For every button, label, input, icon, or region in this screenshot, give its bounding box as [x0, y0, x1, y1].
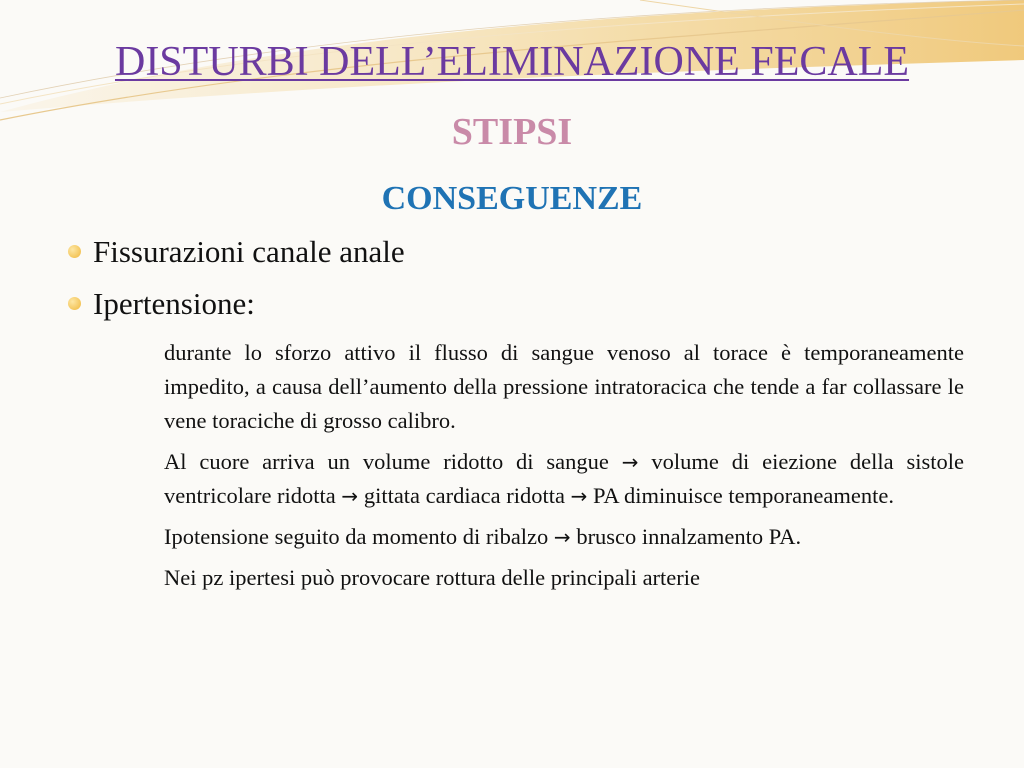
right-arrow-icon: →	[341, 484, 359, 508]
paragraph-venous-flow	[164, 336, 964, 438]
paragraph-text: PA diminuisce temporaneamente.	[587, 483, 894, 508]
bullet-dot-icon	[68, 297, 81, 310]
slide-title: DISTURBI DELL’ELIMINAZIONE FECALE	[114, 39, 910, 85]
bullet-text: Ipertensione:	[93, 286, 255, 321]
paragraph-text: brusco innalzamento PA.	[570, 524, 802, 549]
right-arrow-icon: →	[621, 450, 639, 474]
bullet-dot-icon	[68, 245, 81, 258]
section-heading: CONSEGUENZE	[381, 180, 643, 217]
paragraph-text: Al cuore arriva un volume ridotto di sangue	[164, 449, 622, 474]
paragraph-cardiac-output	[164, 445, 964, 513]
bullet-list	[64, 230, 984, 334]
paragraph-text: Nei pz ipertesi può provocare rottura delle principali arterie	[164, 565, 701, 590]
bullet-item-ipertensione	[64, 282, 984, 326]
right-arrow-icon: →	[570, 484, 588, 508]
paragraph-text: durante lo sforzo attivo il flusso di sangue venoso al torace è temporaneamente impedito, a causa dell’aumento della pressione intratoracica che tende a far collassare le vene toraciche di grosso calibro.	[164, 340, 964, 433]
paragraph-text: Ipotensione seguito da momento di ribalzo	[164, 524, 554, 549]
slide-subtitle: STIPSI	[451, 111, 573, 153]
paragraph-text: gittata cardiaca ridotta	[358, 483, 571, 508]
paragraph-hypertensive	[164, 561, 964, 595]
bullet-text: Fissurazioni canale anale	[93, 234, 405, 269]
paragraph-hypotension	[164, 520, 964, 554]
right-arrow-icon: →	[553, 525, 571, 549]
paragraph-text: volume di eiezione della sistole ventricolare ridotta	[164, 449, 964, 508]
detail-paragraphs	[164, 336, 964, 602]
bullet-item-fissurazioni	[64, 230, 984, 274]
